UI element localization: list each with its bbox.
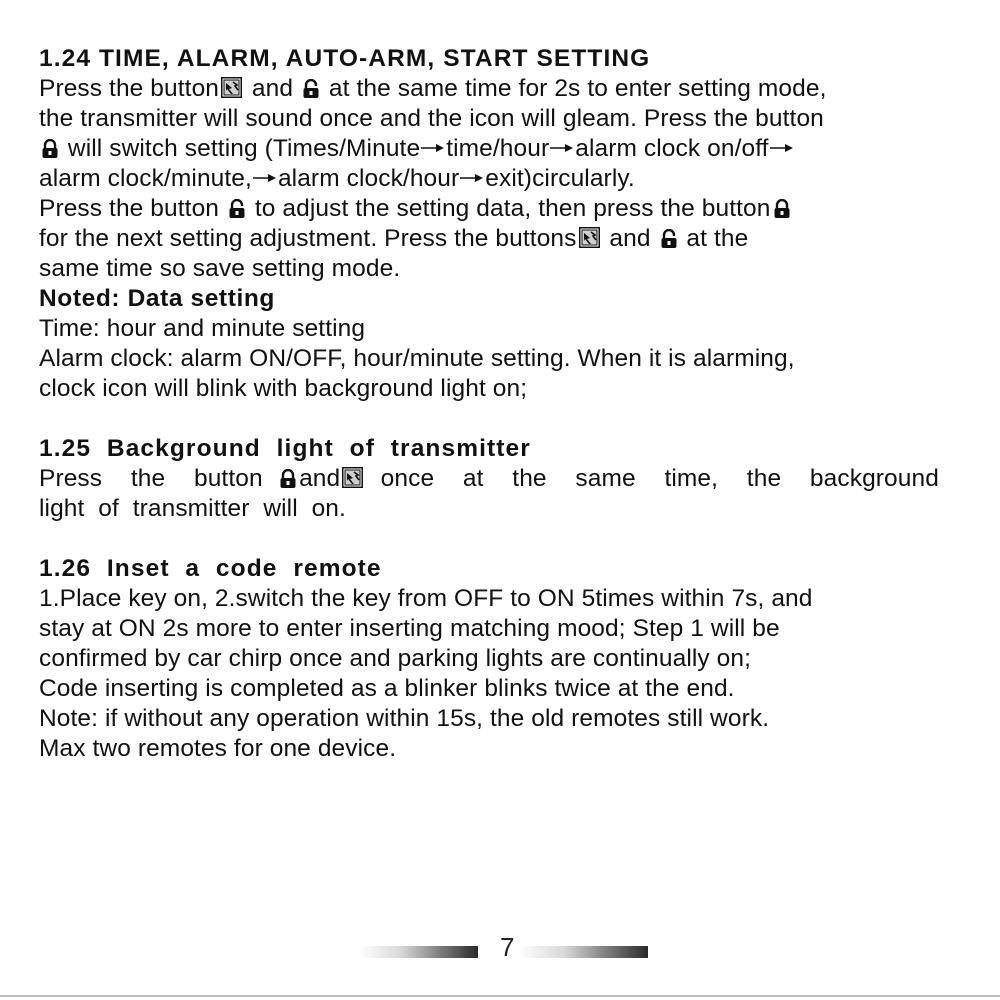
paragraph-line: 1.Place key on, 2.switch the key from OFF to ON 5times within 7s, and [39, 585, 813, 612]
section-1-26-title: 1.26 Inset a code remote [39, 555, 382, 582]
page-number: 7 [500, 932, 515, 962]
paragraph-line: Note: if without any operation within 15s, the old remotes still work. [39, 705, 770, 732]
paragraph-line: alarm clock/minute, alarm clock/hour exit)circularly. [39, 165, 635, 192]
manual-page [39, 44, 979, 764]
paragraph-line: Alarm clock: alarm ON/OFF, hour/minute setting. When it is alarming, [39, 345, 795, 372]
paragraph-line: confirmed by car chirp once and parking lights are continually on; [39, 645, 752, 672]
paragraph-line: Press the button and once at the same time, the background [39, 465, 939, 492]
lock-icon [773, 199, 791, 219]
footer-gradient-bar-left [360, 946, 478, 958]
section-1-24-title: 1.24 TIME, ALARM, AUTO-ARM, START SETTING [39, 45, 651, 72]
spacer [39, 524, 979, 554]
lock-icon [41, 139, 59, 159]
section-1-25-title: 1.25 Background light of transmitter [39, 435, 531, 462]
paragraph-line: the transmitter will sound once and the icon will gleam. Press the button [39, 105, 824, 132]
unlock-icon [228, 199, 246, 219]
unlock-icon [660, 229, 678, 249]
arrow-right-icon [253, 173, 277, 183]
paragraph-line: will switch setting (Times/Minute time/hour alarm clock on/off [39, 134, 979, 164]
arrow-right-icon [550, 143, 574, 153]
paragraph-line: Code inserting is completed as a blinker blinks twice at the end. [39, 675, 735, 702]
lock-icon [279, 469, 297, 489]
trunk-button-icon [221, 77, 243, 99]
arrow-right-icon [421, 143, 445, 153]
paragraph-line: same time so save setting mode. [39, 255, 401, 282]
trunk-button-icon [342, 467, 364, 489]
paragraph-line: light of transmitter will on. [39, 495, 346, 522]
paragraph-line: Press the button to adjust the setting data, then press the button [39, 194, 979, 224]
spacer [39, 404, 979, 434]
paragraph-line: for the next setting adjustment. Press the buttons and at the [39, 225, 749, 252]
paragraph-line: Time: hour and minute setting [39, 315, 366, 342]
footer-gradient-bar-right [520, 946, 648, 958]
paragraph-line: stay at ON 2s more to enter inserting matching mood; Step 1 will be [39, 615, 780, 642]
paragraph-line: Press the button and at the same time for 2s to enter setting mode, [39, 75, 827, 102]
paragraph-line: Max two remotes for one device. [39, 735, 397, 762]
unlock-icon [302, 79, 320, 99]
noted-heading: Noted: Data setting [39, 285, 275, 312]
bottom-divider [0, 995, 1000, 997]
arrow-right-icon [460, 173, 484, 183]
trunk-button-icon [579, 227, 601, 249]
arrow-right-icon [770, 143, 794, 153]
paragraph-line: clock icon will blink with background light on; [39, 375, 528, 402]
